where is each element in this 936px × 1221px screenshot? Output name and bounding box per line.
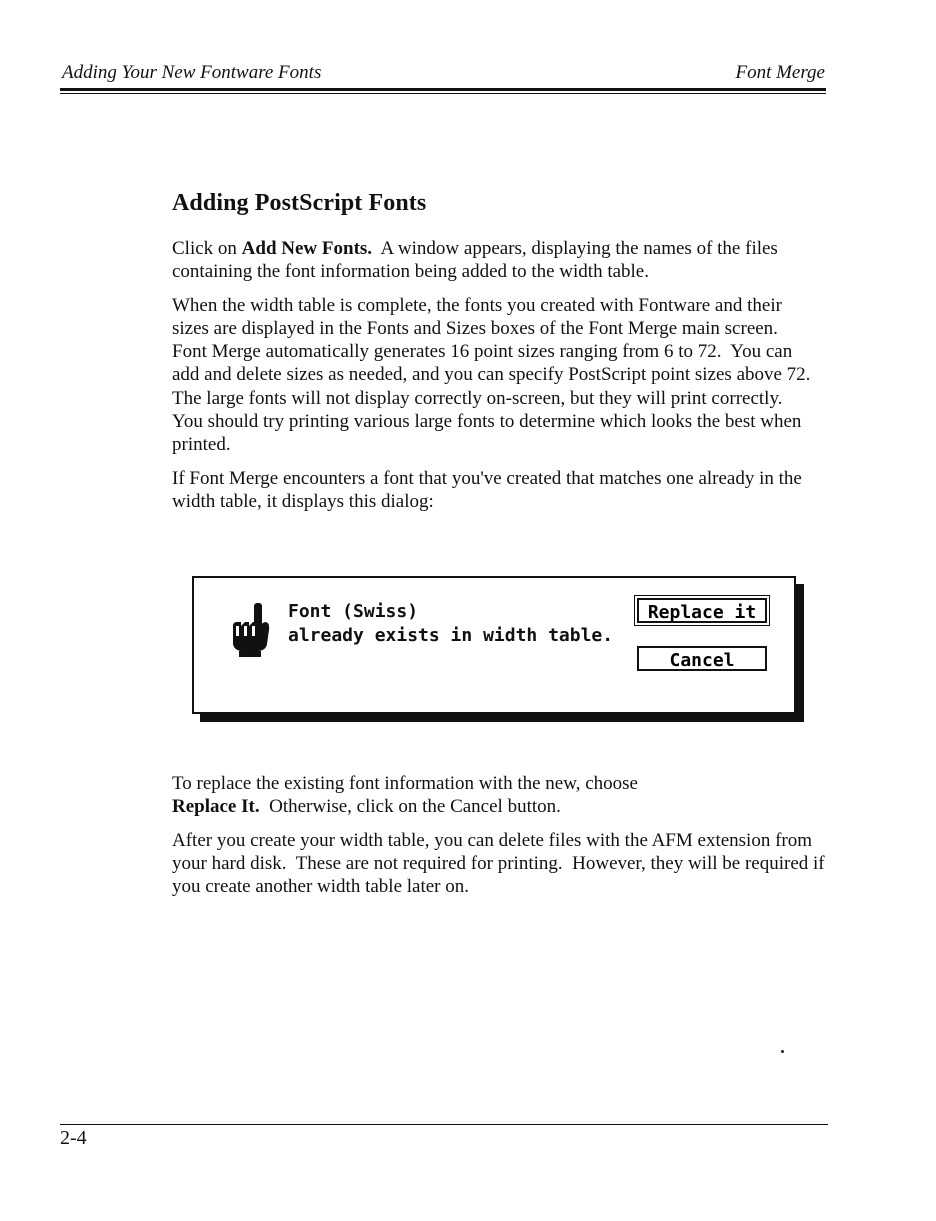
font-exists-dialog-figure	[192, 574, 804, 724]
dialog-message-line2: already exists in width table.	[288, 625, 614, 646]
footer-rule	[60, 1124, 828, 1125]
page-number: 2-4	[60, 1127, 87, 1149]
header-chapter-title: Adding Your New Fontware Fonts	[62, 62, 322, 83]
replace-it-button[interactable]: Replace it	[637, 598, 767, 623]
paragraph-afm-files: After you create your width table, you can delete files with the AFM extension from your hard disk. These are not required for printing. However, they will be required if you create another width table later on.	[172, 829, 830, 898]
p4-text-post: Otherwise, click on the Cancel button.	[259, 796, 561, 818]
dialog-message	[288, 600, 613, 648]
paragraph-width-table: When the width table is complete, the fonts you created with Fontware and their sizes are displayed in the Fonts and Sizes boxes of the Font Merge main screen. Font Merge automatically generates 16 point sizes ranging from 6 to 72. You can add and delete sizes as needed, and you can specify PostScript point sizes above 72. The large fonts will not display correctly on-screen, but they will print correctly. You should try printing various large fonts to determine which looks the best when printed.	[172, 294, 820, 456]
paragraph-add-new-fonts	[172, 237, 822, 284]
p1-text-post: A window appears, displaying the names of the files containing the font information being added to the width table.	[172, 238, 783, 283]
section-title: Adding PostScript Fonts	[172, 190, 427, 216]
add-new-fonts-term: Add New Fonts.	[241, 238, 373, 259]
paragraph-duplicate-font: If Font Merge encounters a font that you've created that matches one already in the width table, it displays this dialog:	[172, 467, 802, 512]
font-exists-dialog	[192, 576, 796, 714]
dialog-message-line1: Font (Swiss)	[288, 601, 419, 622]
replace-it-term: Replace It.	[172, 796, 260, 818]
pointing-hand-icon	[227, 600, 273, 658]
header-section-title: Font Merge	[735, 62, 825, 83]
header-rule	[60, 88, 826, 91]
paragraph-replace-instructions	[172, 772, 832, 819]
header-rule-thin	[60, 93, 826, 94]
p4-text-pre: To replace the existing font information with the new, choose	[172, 773, 638, 794]
main-content-continued	[172, 772, 832, 908]
running-header	[60, 62, 825, 86]
main-content	[172, 190, 822, 523]
p1-text-pre: Click on	[172, 238, 242, 259]
scan-speck	[781, 1050, 784, 1053]
cancel-button[interactable]: Cancel	[637, 646, 767, 671]
